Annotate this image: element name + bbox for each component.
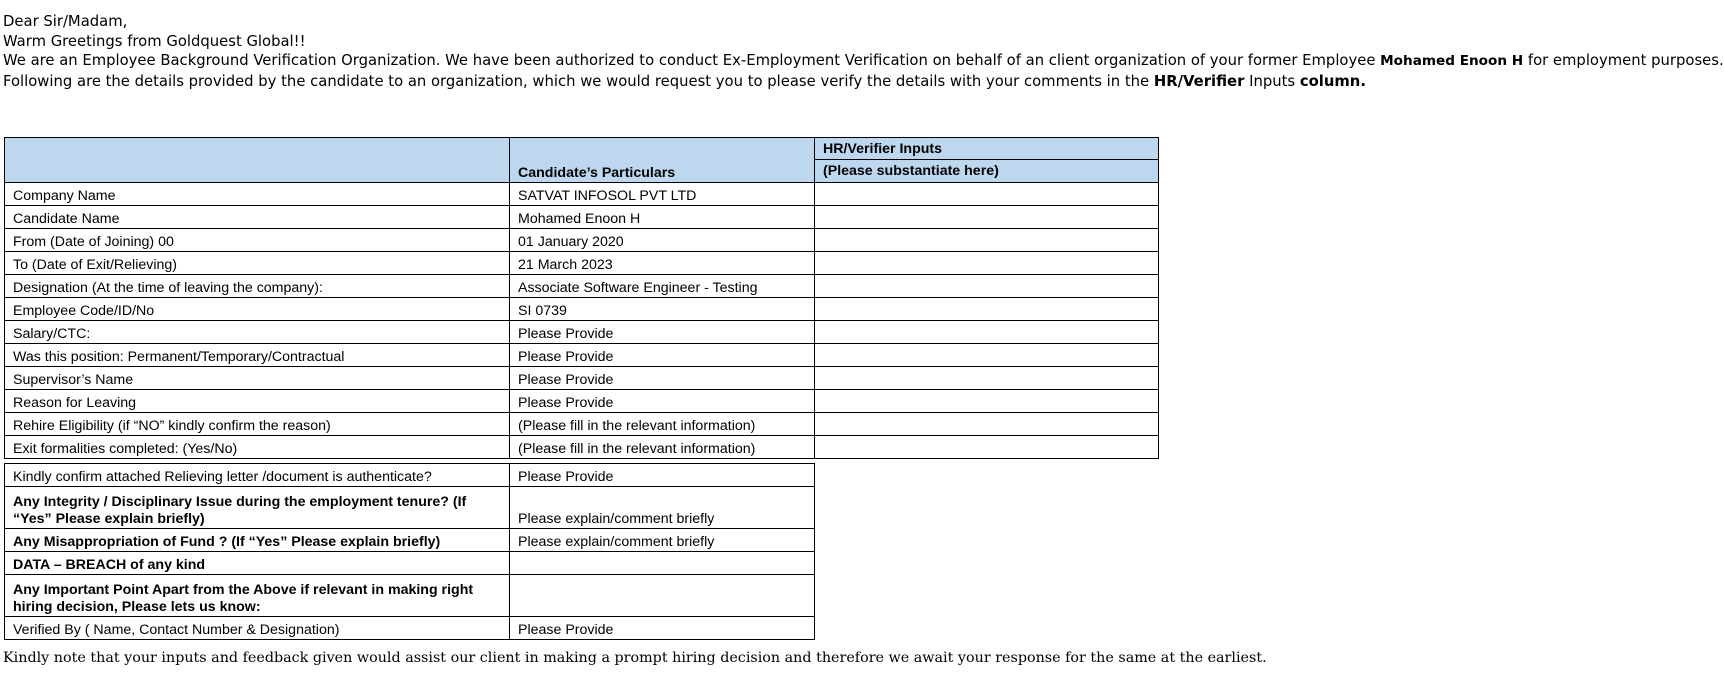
verifier-input-cell[interactable] [815,183,1159,206]
row-label: Rehire Eligibility (if “NO” kindly confirm the reason) [5,413,510,436]
table-row [5,206,1159,229]
header-hr-verifier-title: HR/Verifier Inputs [815,138,1158,160]
table-header-row [5,138,1159,183]
row-value: Please Provide [510,390,815,413]
row-value[interactable]: Please explain/comment briefly [510,529,815,552]
row-value: Please Provide [510,367,815,390]
table-row [5,413,1159,436]
row-value: SATVAT INFOSOL PVT LTD [510,183,815,206]
row-label: Was this position: Permanent/Temporary/Contractual [5,344,510,367]
row-label: Company Name [5,183,510,206]
verification-table [4,137,1159,459]
employee-name: Mohamed Enoon H [1380,53,1524,69]
row-label: Exit formalities completed: (Yes/No) [5,436,510,459]
header-hr-verifier-inputs [815,138,1159,183]
closing-note: Kindly note that your inputs and feedback given would assist our client in making a prompt hiring decision and therefore we await your response for the same at the earliest. [3,650,1267,666]
row-label: From (Date of Joining) 00 [5,229,510,252]
row-label: Verified By ( Name, Contact Number & Designation) [5,617,510,640]
row-label: Kindly confirm attached Relieving letter /document is authenticate? [5,464,510,487]
instruction-text: Following are the details provided by the candidate to an organization, which we would request you to please verify the details with your comments in the [3,72,1154,90]
verifier-input-cell[interactable] [815,252,1159,275]
row-value[interactable]: Please Provide [510,617,815,640]
row-value: 21 March 2023 [510,252,815,275]
verifier-input-cell[interactable] [815,344,1159,367]
row-value: SI 0739 [510,298,815,321]
table-row [5,367,1159,390]
intro-paragraph-2 [3,72,1693,92]
hr-verifier-emphasis: HR/Verifier [1153,72,1245,90]
row-label: Any Misappropriation of Fund ? (If “Yes” Please explain briefly) [5,529,510,552]
row-label: To (Date of Exit/Relieving) [5,252,510,275]
table-row [5,275,1159,298]
row-label: Any Important Point Apart from the Above if relevant in making right hiring decision, Please lets us know: [5,575,510,617]
salutation: Dear Sir/Madam, [3,13,128,30]
verifier-input-cell[interactable] [815,229,1159,252]
table-row [5,617,815,640]
row-value[interactable]: Please explain/comment briefly [510,487,815,529]
table-row [5,552,815,575]
verifier-input-cell[interactable] [815,275,1159,298]
row-label: Employee Code/ID/No [5,298,510,321]
intro-text: We are an Employee Background Verification Organization. We have been authorized to conduct Ex-Employment Verification on behalf of an client organization of your former Employee [3,52,1381,69]
table-row [5,229,1159,252]
row-value: Mohamed Enoon H [510,206,815,229]
verifier-input-cell[interactable] [815,321,1159,344]
intro-paragraph-1 [3,51,1724,72]
verifier-input-cell[interactable] [815,206,1159,229]
row-value: (Please fill in the relevant information) [510,413,815,436]
table-row [5,487,815,529]
column-emphasis: column. [1299,72,1366,90]
row-value: Please Provide [510,321,815,344]
row-label: Candidate Name [5,206,510,229]
verifier-input-cell[interactable] [815,298,1159,321]
additional-questions-table [4,463,815,640]
row-value: Please Provide [510,344,815,367]
table-row [5,464,815,487]
row-label: Salary/CTC: [5,321,510,344]
table-row [5,183,1159,206]
table-row [5,252,1159,275]
table-row [5,575,815,617]
row-label: Supervisor’s Name [5,367,510,390]
letter-intro [3,12,1724,91]
row-value[interactable]: Please Provide [510,464,815,487]
row-value[interactable] [510,575,815,617]
verifier-input-cell[interactable] [815,436,1159,459]
table-row [5,529,815,552]
row-value: Associate Software Engineer - Testing [510,275,815,298]
greeting: Warm Greetings from Goldquest Global!! [3,32,306,50]
row-label: Designation (At the time of leaving the company): [5,275,510,298]
header-hr-verifier-subtitle: (Please substantiate here) [823,163,999,179]
table-row [5,321,1159,344]
verifier-input-cell[interactable] [815,367,1159,390]
verifier-input-cell[interactable] [815,413,1159,436]
verifier-input-cell[interactable] [815,390,1159,413]
table-row [5,390,1159,413]
table-row [5,298,1159,321]
inputs-word: Inputs [1244,72,1300,90]
row-label: DATA – BREACH of any kind [5,552,510,575]
row-value[interactable] [510,552,815,575]
table-row [5,436,1159,459]
intro-text-end: for employment purposes. [1523,52,1724,69]
row-value: 01 January 2020 [510,229,815,252]
table-row [5,344,1159,367]
header-candidate-particulars: Candidate’s Particulars [510,138,815,183]
header-blank-cell [5,138,510,183]
row-label: Reason for Leaving [5,390,510,413]
row-value: (Please fill in the relevant information) [510,436,815,459]
row-label: Any Integrity / Disciplinary Issue during the employment tenure? (If “Yes” Please explain briefly) [5,487,510,529]
